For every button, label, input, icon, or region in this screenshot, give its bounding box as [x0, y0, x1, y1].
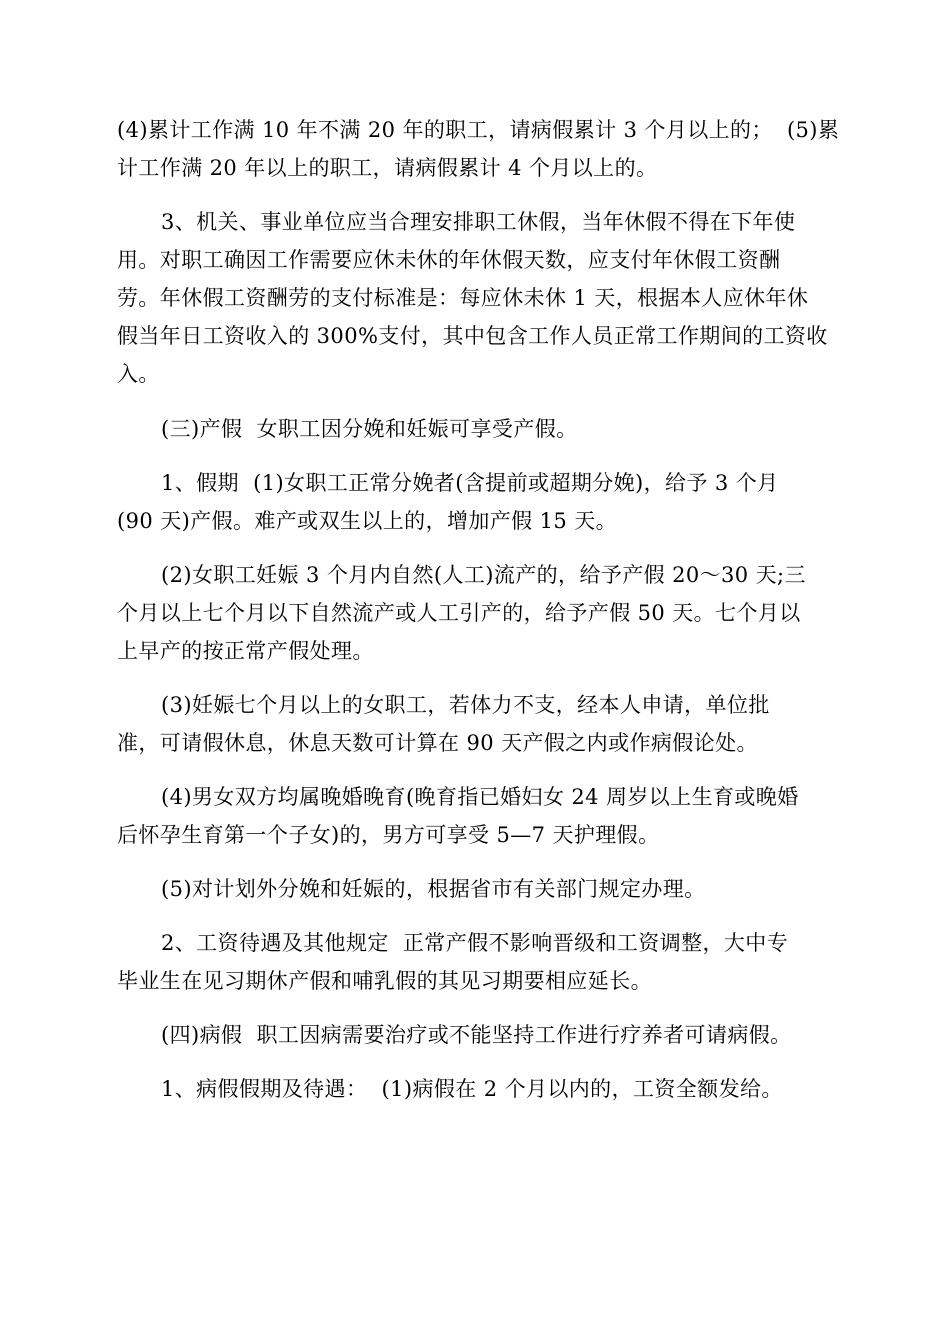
text-line: 用。对职工确因工作需要应休未休的年休假天数，应支付年休假工资酬	[117, 248, 781, 272]
text-line: (4)累计工作满 10 年不满 20 年的职工，请病假累计 3 个月以上的； (5)累	[117, 118, 840, 142]
text-line: (5)对计划外分娩和妊娠的，根据省市有关部门规定办理。	[161, 877, 706, 901]
section-heading: (三)产假 女职工因分娩和妊娠可享受产假。	[161, 417, 578, 441]
text-line: 计工作满 20 年以上的职工，请病假累计 4 个月以上的。	[117, 156, 658, 180]
text-line: 1、病假假期及待遇： (1)病假在 2 个月以内的，工资全额发给。	[161, 1077, 783, 1101]
text-line: 入。	[117, 362, 160, 386]
text-line: 毕业生在见习期休产假和哺乳假的其见习期要相应延长。	[117, 969, 652, 993]
text-line: (4)男女双方均属晚婚晚育(晚育指已婚妇女 24 周岁以上生育或晚婚	[161, 785, 799, 809]
text-line: 2、工资待遇及其他规定 正常产假不影响晋级和工资调整，大中专	[161, 931, 789, 955]
text-line: 准，可请假休息，休息天数可计算在 90 天产假之内或作病假论处。	[117, 731, 758, 755]
section-heading: (四)病假 职工因病需要治疗或不能坚持工作进行疗养者可请病假。	[161, 1023, 792, 1047]
text-line: 上早产的按正常产假处理。	[117, 639, 374, 663]
text-line: 个月以上七个月以下自然流产或人工引产的，给予产假 50 天。七个月以	[117, 601, 801, 625]
text-line: 劳。年休假工资酬劳的支付标准是：每应休未休 1 天，根据本人应休年休	[117, 286, 809, 310]
text-line: (2)女职工妊娠 3 个月内自然(人工)流产的，给予产假 20～30 天;三	[161, 563, 806, 587]
text-line: (90 天)产假。难产或双生以上的，增加产假 15 天。	[117, 509, 618, 533]
text-line: 3、机关、事业单位应当合理安排职工休假，当年休假不得在下年使	[161, 210, 796, 234]
text-line: 后怀孕生育第一个子女)的，男方可享受 5—7 天护理假。	[117, 823, 660, 847]
text-line: 1、假期 (1)女职工正常分娩者(含提前或超期分娩)，给予 3 个月	[161, 471, 779, 495]
text-line: 假当年日工资收入的 300%支付，其中包含工作人员正常工作期间的工资收	[117, 324, 828, 348]
text-line: (3)妊娠七个月以上的女职工，若体力不支，经本人申请，单位批	[161, 693, 770, 717]
